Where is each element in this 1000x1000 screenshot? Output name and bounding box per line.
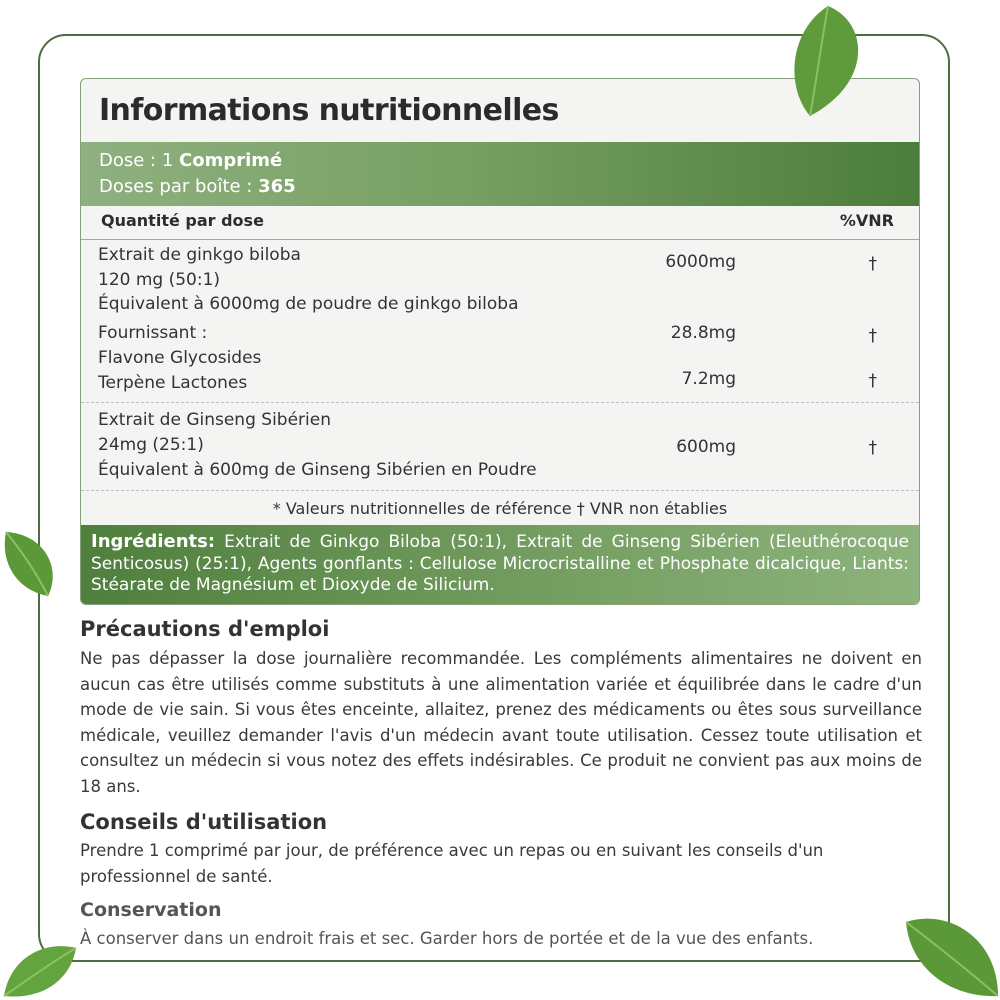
- ginseng-line-2: 24mg (25:1): [98, 435, 204, 455]
- doses-per-box-line: [99, 174, 919, 200]
- storage-title: Conservation: [80, 899, 222, 921]
- terpene-amount: 7.2mg: [681, 369, 736, 389]
- doses-per-box-value: 365: [258, 176, 296, 197]
- leaf-icon: [900, 908, 1000, 1000]
- leaf-icon: [780, 2, 876, 122]
- ginseng-line-1: Extrait de Ginseng Sibérien: [98, 410, 331, 430]
- ingredients-band: [81, 525, 919, 605]
- divider: [81, 239, 919, 240]
- dose-band: [81, 142, 919, 206]
- ginseng-line-3: Équivalent à 600mg de Ginseng Sibérien en Poudre: [98, 460, 537, 480]
- dose-label: Dose : 1: [99, 150, 180, 171]
- ingredients-label: Ingrédients:: [91, 531, 216, 552]
- ginkgo-amount: 6000mg: [665, 252, 736, 272]
- ginkgo-line-3: Équivalent à 6000mg de poudre de ginkgo biloba: [98, 294, 519, 314]
- usage-title: Conseils d'utilisation: [80, 810, 328, 834]
- ginseng-vnr: †: [868, 438, 877, 458]
- divider: [81, 490, 919, 491]
- usage-text: Prendre 1 comprimé par jour, de préférence avec un repas ou en suivant les conseils d'un professionnel de santé.: [80, 841, 824, 886]
- flavone-vnr: †: [868, 326, 877, 346]
- storage-text: À conserver dans un endroit frais et sec. Garder hors de portée et de la vue des enfants.: [80, 929, 814, 948]
- flavone-amount: 28.8mg: [670, 323, 736, 343]
- terpene-label: Terpène Lactones: [98, 373, 248, 393]
- ginseng-amount: 600mg: [676, 437, 736, 457]
- column-header-quantity: Quantité par dose: [101, 211, 264, 230]
- footnote: * Valeurs nutritionnelles de référence † VNR non établies: [272, 499, 728, 518]
- dose-line: [99, 148, 919, 174]
- ginkgo-vnr: †: [868, 254, 877, 274]
- nutrition-panel: [80, 78, 920, 605]
- terpene-vnr: †: [868, 371, 877, 391]
- divider: [81, 402, 919, 403]
- doses-per-box-label: Doses par boîte :: [99, 176, 259, 197]
- column-header-vnr: %VNR: [839, 211, 894, 230]
- dose-value: Comprimé: [179, 150, 283, 171]
- flavone-label: Flavone Glycosides: [98, 348, 262, 368]
- ginkgo-line-1: Extrait de ginkgo biloba: [98, 245, 301, 265]
- precautions-title: Précautions d'emploi: [80, 617, 330, 641]
- ingredients-text: Extrait de Ginkgo Biloba (50:1), Extrait de Ginseng Sibérien (Eleuthérocoque Senticosus) (25:1), Agents gonflants : Cellulose Microcristalline et Phosphate dicalcique, Liants: Stéarate de Magnésium et Dioxyde de Silicium.: [91, 532, 910, 595]
- leaf-icon: [0, 938, 80, 1000]
- leaf-icon: [0, 528, 64, 600]
- precautions-text: Ne pas dépasser la dose journalière recommandée. Les compléments alimentaires ne doivent en aucun cas être utilisés comme substituts à une alimentation variée et équilibrée dans le cadre d'un mode de vie sain. Si vous êtes enceinte, allaitez, prenez des médicaments ou êtes sous surveillance médicale, veuillez demander l'avis d'un médecin avant toute utilisation. Cessez toute utilisation et consultez un médecin si vous notez des effets indésirables. Ce produit ne convient pas aux moins de 18 ans.: [80, 649, 922, 796]
- panel-title: Informations nutritionnelles: [99, 93, 559, 128]
- ginkgo-line-2: 120 mg (50:1): [98, 270, 221, 290]
- provides-label: Fournissant :: [98, 323, 208, 343]
